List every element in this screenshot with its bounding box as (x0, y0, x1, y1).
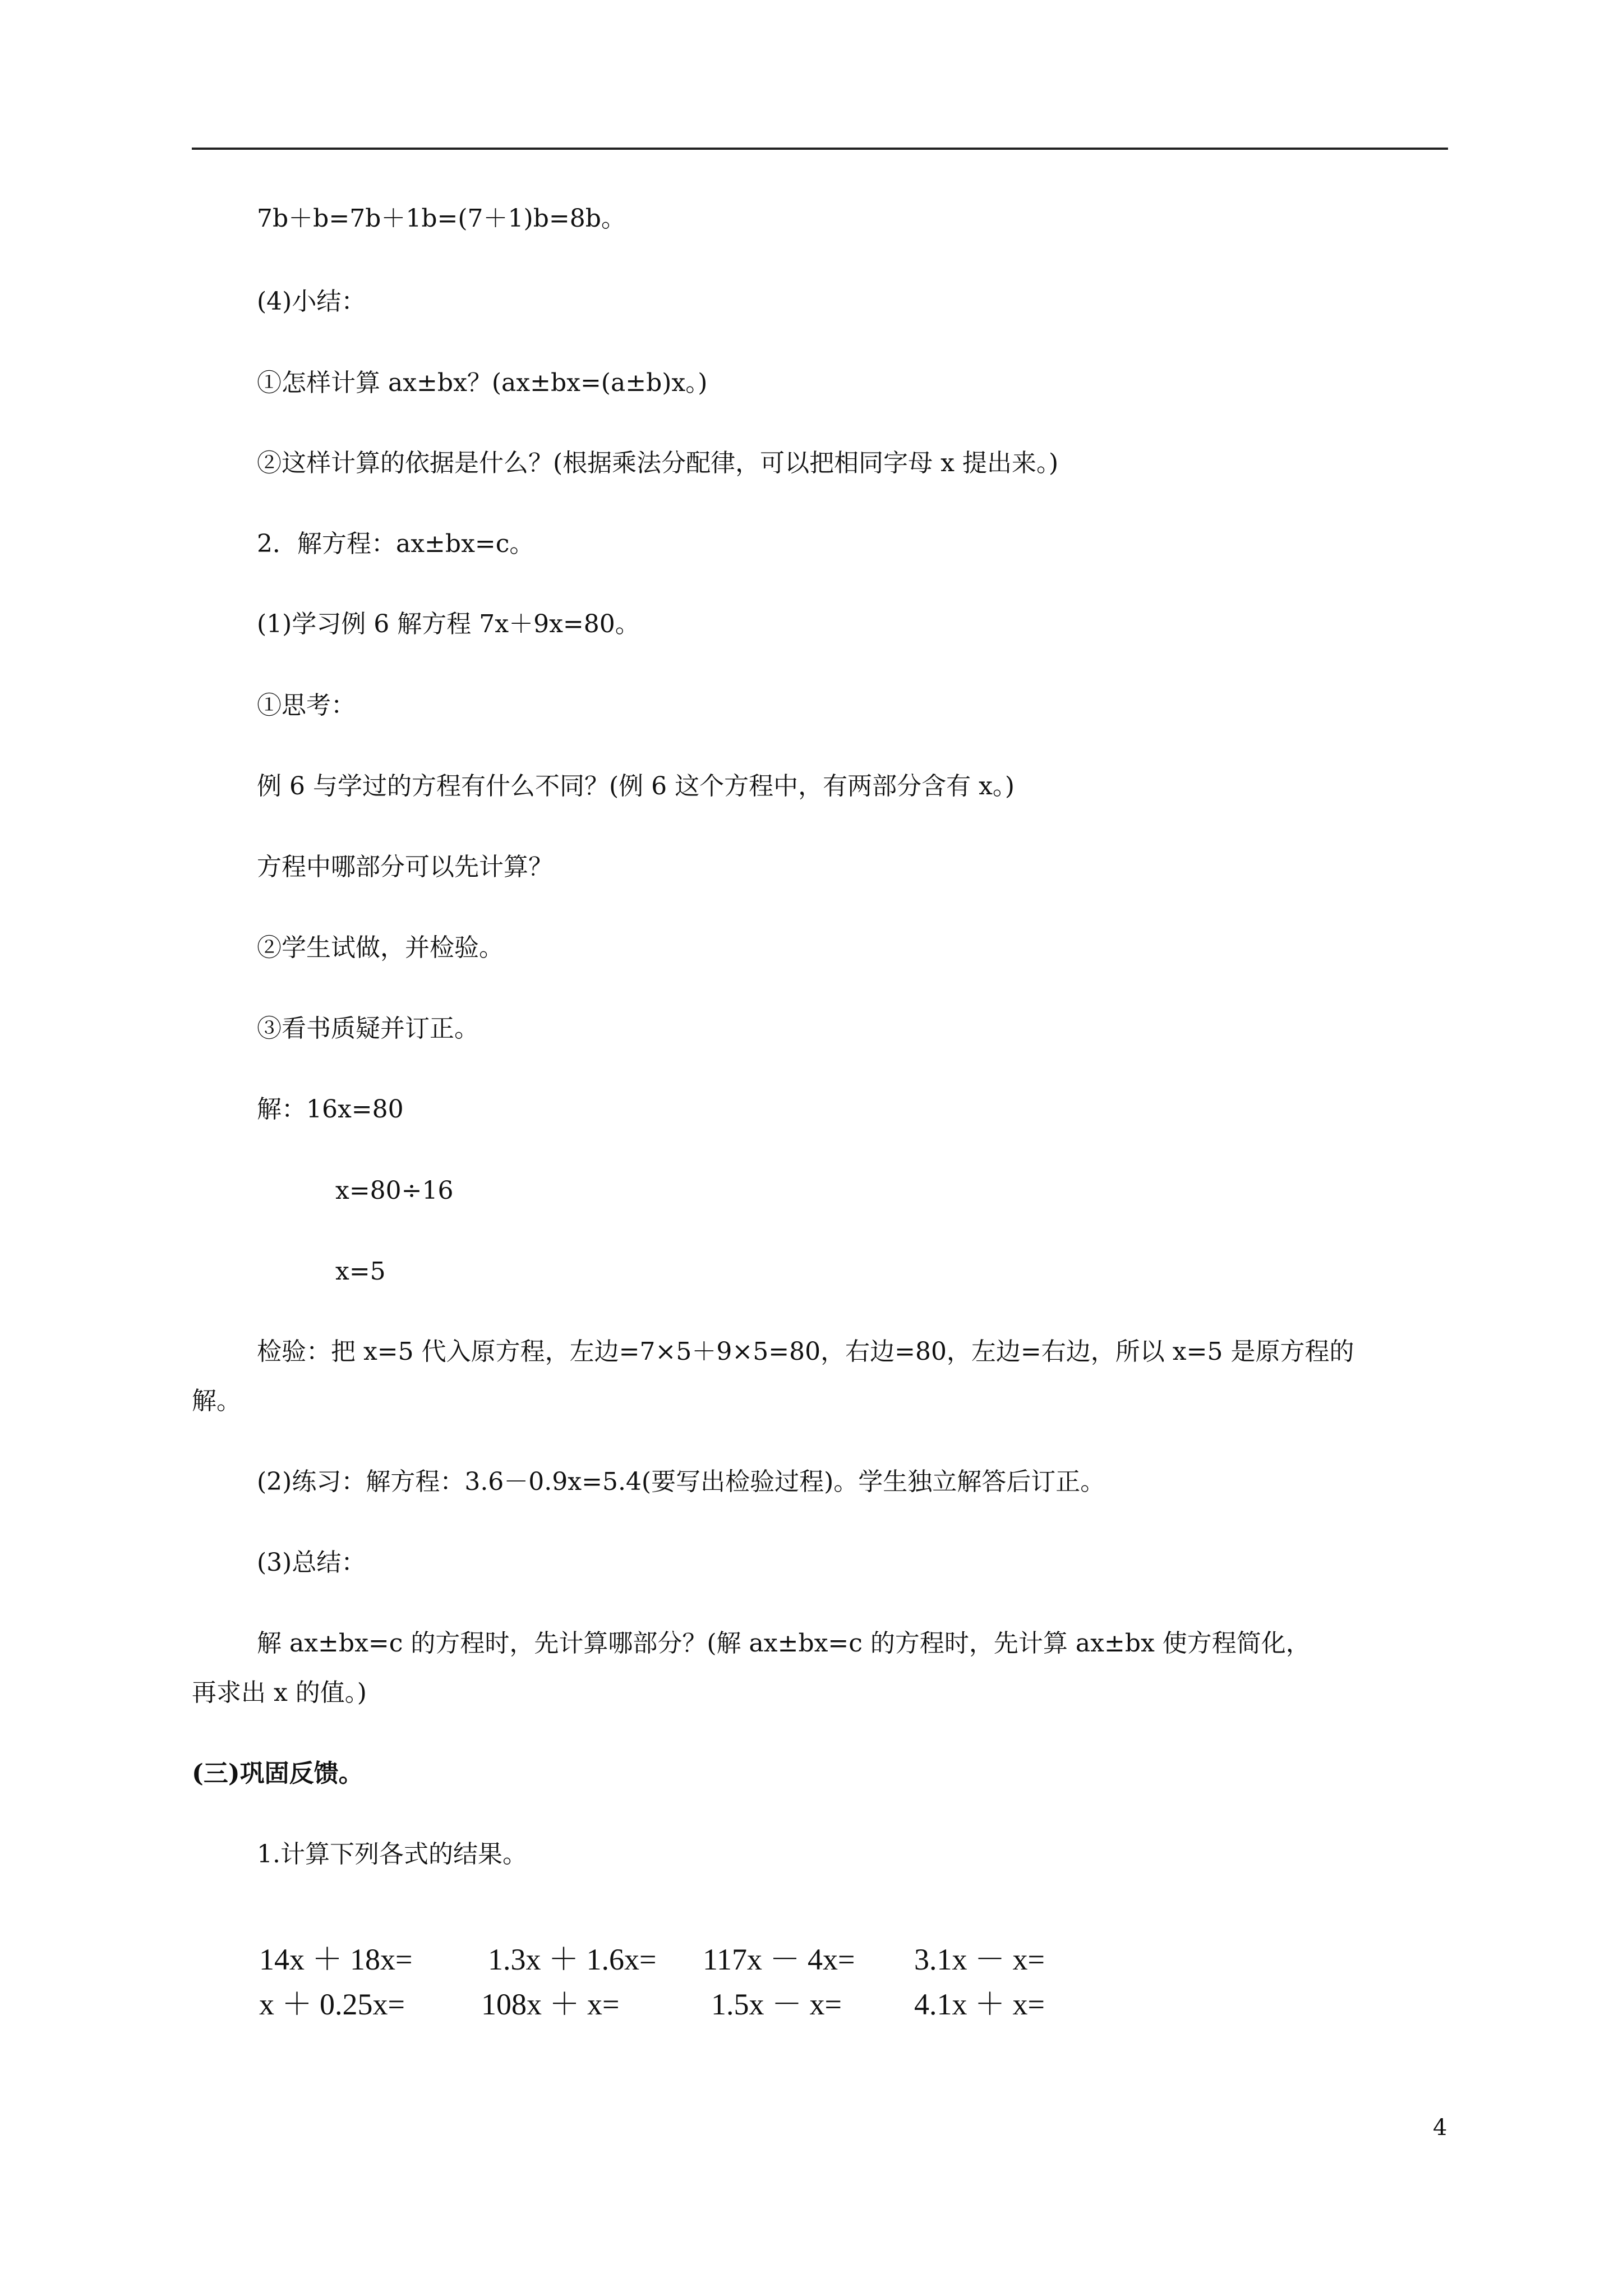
exercise-item: 1.3x ＋ 1.6x= (488, 1943, 657, 1976)
text-line: (4)小结： (257, 287, 366, 316)
exercise-item: 3.1x － x= (914, 1943, 1045, 1976)
text-line: ①怎样计算 ax±bx？(ax±bx=(a±b)x。) (257, 369, 708, 397)
text-line: 检验：把 x=5 代入原方程，左边=7×5＋9×5=80，右边=80，左边=右边，所以 x=5 是原方程的 (257, 1337, 1354, 1366)
text-line: ②这样计算的依据是什么？(根据乘法分配律，可以把相同字母 x 提出来。) (257, 449, 1059, 477)
text-line: 7b＋b=7b＋1b=(7＋1)b=8b。 (257, 204, 626, 233)
exercise-item: 14x ＋ 18x= (259, 1943, 413, 1976)
exercise-item: x ＋ 0.25x= (259, 1987, 405, 2021)
text-line: (2)练习：解方程：3.6－0.9x=5.4(要写出检验过程)。学生独立解答后订正。 (257, 1467, 1105, 1496)
text-line: 解。 (192, 1387, 241, 1415)
text-line: x=5 (335, 1257, 386, 1286)
text-line: (3)总结： (257, 1548, 366, 1577)
text-line: (1)学习例 6 解方程 7x＋9x=80。 (257, 610, 640, 638)
exercise-item: 108x ＋ x= (481, 1987, 620, 2021)
exercise-item: 117x － 4x= (703, 1943, 855, 1976)
text-line: 1.计算下列各式的结果。 (257, 1840, 527, 1869)
page-number: 4 (1433, 2115, 1447, 2141)
header-rule (192, 148, 1448, 150)
exercise-item: 4.1x ＋ x= (914, 1987, 1045, 2021)
text-line: 解：16x=80 (257, 1095, 404, 1124)
text-line: ②学生试做，并检验。 (257, 933, 504, 962)
text-line: 2．解方程：ax±bx=c。 (257, 530, 534, 558)
text-line: ①思考： (257, 691, 356, 720)
exercise-item: 1.5x － x= (711, 1987, 842, 2021)
text-line: 方程中哪部分可以先计算？ (257, 853, 553, 881)
text-line: x=80÷16 (335, 1176, 454, 1205)
text-line: 解 ax±bx=c 的方程时，先计算哪部分？(解 ax±bx=c 的方程时，先计算 ax±bx 使方程简化， (257, 1629, 1311, 1658)
text-line: ③看书质疑并订正。 (257, 1014, 479, 1043)
section-heading: (三)巩固反馈。 (192, 1759, 363, 1788)
text-line: 再求出 x 的值。) (192, 1678, 367, 1707)
text-line: 例 6 与学过的方程有什么不同？(例 6 这个方程中，有两部分含有 x。) (257, 772, 1015, 800)
